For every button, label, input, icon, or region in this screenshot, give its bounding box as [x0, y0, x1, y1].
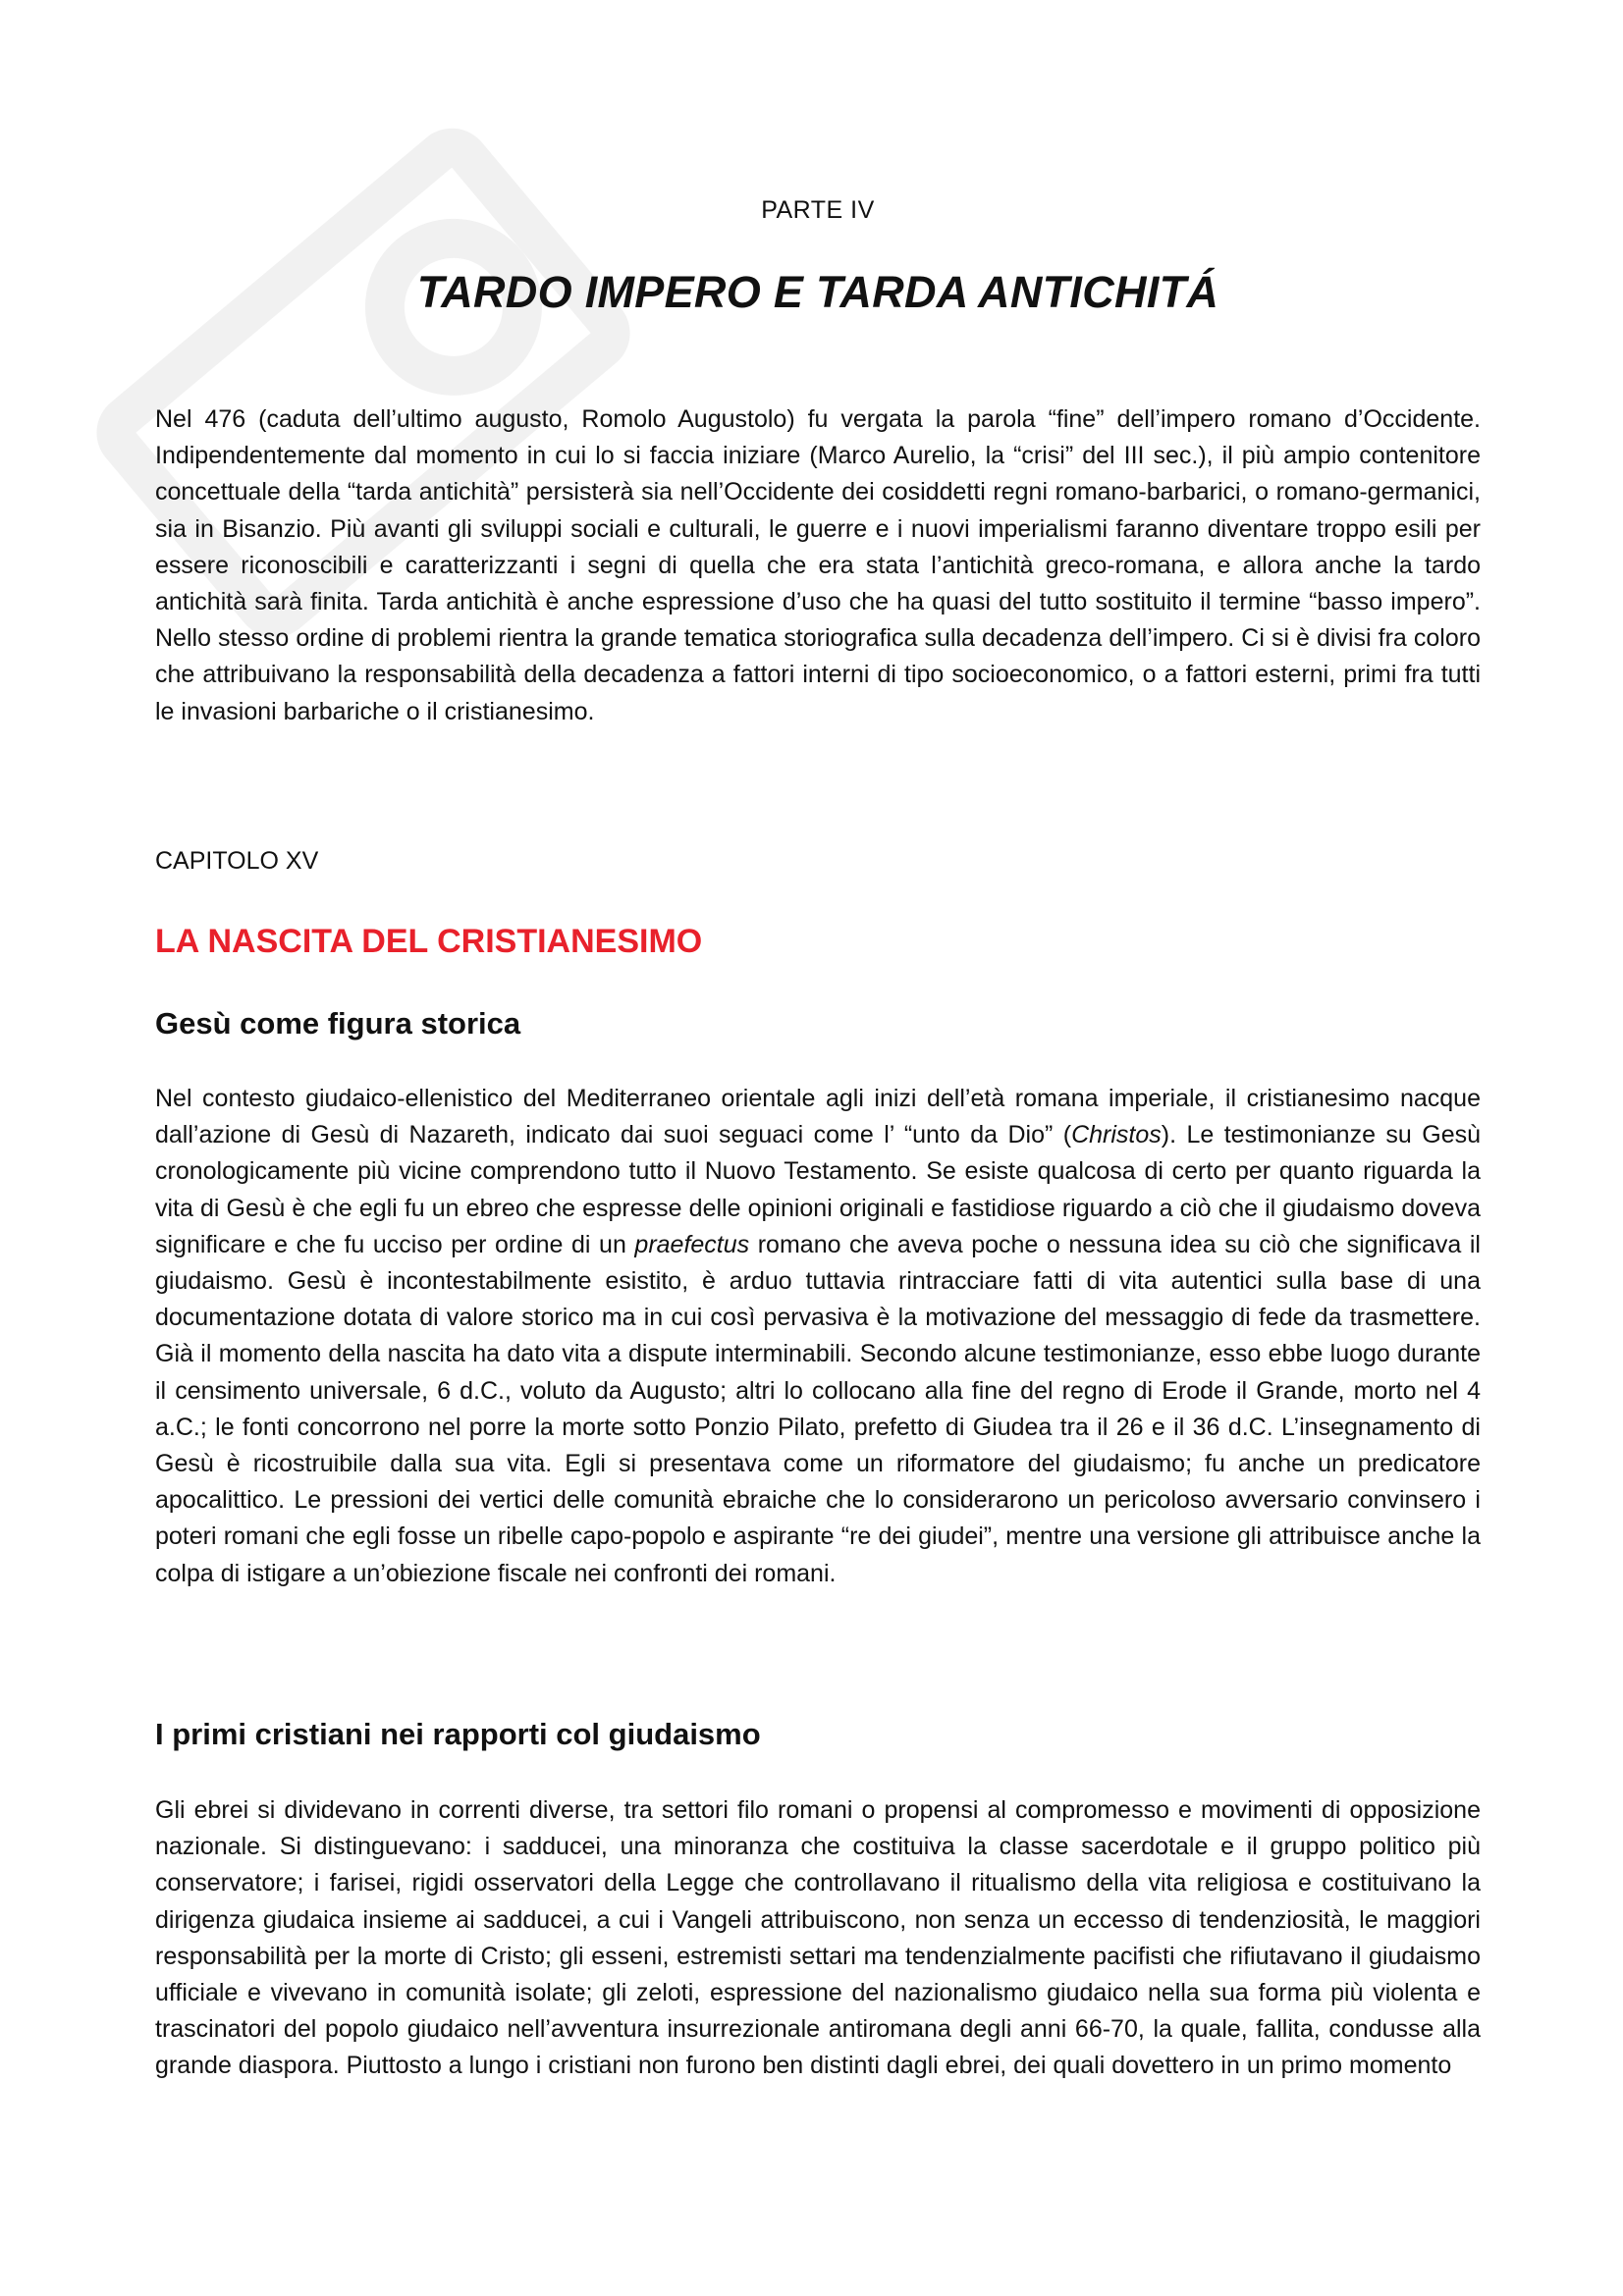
intro-paragraph: Nel 476 (caduta dell’ultimo augusto, Romolo Augustolo) fu vergata la parola “fine” dell’impero romano d’Occidente. Indipendentemente dal momento in cui lo si faccia iniziare (Marco Aurelio, la “crisi” del III sec.), il più ampio contenitore concettuale della “tarda antichità” persisterà sia nell’Occidente dei cosiddetti regni romano-barbarici, o romano-germanici, sia in Bisanzio. Più avanti gli sviluppi sociali e culturali, le guerre e i nuovi imperialismi faranno diventare troppo esili per essere riconoscibili e caratterizzanti i segni di quella che era stata l’antichità greco-romana, e allora anche la tardo antichità sarà finita. Tarda antichità è anche espressione d’uso che ha quasi del tutto sostituito il termine “basso impero”. Nello stesso ordine di problemi rientra la grande tematica storiografica sulla decadenza dell’impero. Ci si è divisi fra coloro che attribuivano la responsabilità della decadenza a fattori interni di tipo socioeconomico, o a fattori esterni, primi fra tutti le invasioni barbariche o il cristianesimo. — [155, 405, 1481, 725]
text-run: ). Le testimonianze su Gesù cronologicamente più vicine comprendono tutto il Nuovo Testamento. Se esiste qualcosa di certo per quanto riguarda la vita di Gesù è che egli fu un ebreo che espresse delle opinioni originali e fastidiose riguardo a ciò che il giudaismo doveva significare e che fu ucciso per ordine di un — [155, 1121, 1481, 1258]
chapter-label: CAPITOLO XV — [155, 847, 319, 875]
text-run: romano che aveva poche o nessuna idea su ciò che significava il giudaismo. Gesù è incontestabilmente esistito, è arduo tuttavia rintracciare fatti di vita autentici sulla base di una documentazione dotata di valore storico ma in cui così pervasiva è la motivazione del messaggio di fede da trasmettere. Già il momento della nascita ha dato vita a dispute interminabili. Secondo alcune testimonianze, esso ebbe luogo durante il censimento universale, 6 d.C., voluto da Augusto; altri lo collocano alla fine del regno di Erode il Grande, morto nel 4 a.C.; le fonti concorrono nel porre la morte sotto Ponzio Pilato, prefetto di Giudea tra il 26 e il 36 d.C. L’insegnamento di Gesù è ricostruibile dalla sua vita. Egli si presentava come un riformatore del giudaismo; fu anche un predicatore apocalittico. Le pressioni dei vertici delle comunità ebraiche che lo considerarono un pericoloso avversario convinsero i poteri romani che egli fosse un ribelle capo-popolo e aspirante “re dei giudei”, mentre una versione gli attribuisce anche la colpa di istigare a un’obiezione fiscale nei confronti dei romani. — [155, 1230, 1481, 1587]
part-label: PARTE IV — [761, 196, 875, 224]
section-paragraph-gesu — [155, 1081, 1481, 1592]
text-run: Nel contesto giudaico-ellenistico del Mediterraneo orientale agli inizi dell’età romana imperiale, il cristianesimo nacque dall’azione di Gesù di Nazareth, indicato dai suoi seguaci come l’ “unto da Dio” ( — [155, 1085, 1481, 1149]
section-paragraph-giudaismo: Gli ebrei si dividevano in correnti diverse, tra settori filo romani o propensi al compromesso e movimenti di opposizione nazionale. Si distinguevano: i sadducei, una minoranza che costituiva la classe sacerdotale e il gruppo politico più conservatore; i farisei, rigidi osservatori della Legge che controllavano il ritualismo della vita religiosa e costituivano la dirigenza giudaica insieme ai sadducei, a cui i Vangeli attribuiscono, non senza un eccesso di tendenziosità, le maggiori responsabilità per la morte di Cristo; gli esseni, estremisti settari ma tendenzialmente pacifisti che rifiutavano il giudaismo ufficiale e vivevano in comunità isolate; gli zeloti, espressione del nazionalismo giudaico nella sua forma più violenta e trascinatori del popolo giudaico nell’avventura insurrezionale antiromana degli anni 66-70, la quale, fallita, condusse alla grande diaspora. Piuttosto a lungo i cristiani non furono ben distinti dagli ebrei, dei quali dovettero in un primo momento — [155, 1796, 1481, 2080]
italic-term-christos: Christos — [1071, 1121, 1162, 1149]
italic-term-praefectus: praefectus — [634, 1230, 750, 1258]
part-title: TARDO IMPERO E TARDA ANTICHITÁ — [416, 267, 1219, 317]
section-heading-giudaismo: I primi cristiani nei rapporti col giudaismo — [155, 1717, 761, 1751]
chapter-title: LA NASCITA DEL CRISTIANESIMO — [155, 923, 703, 960]
section-heading-gesu: Gesù come figura storica — [155, 1006, 521, 1041]
